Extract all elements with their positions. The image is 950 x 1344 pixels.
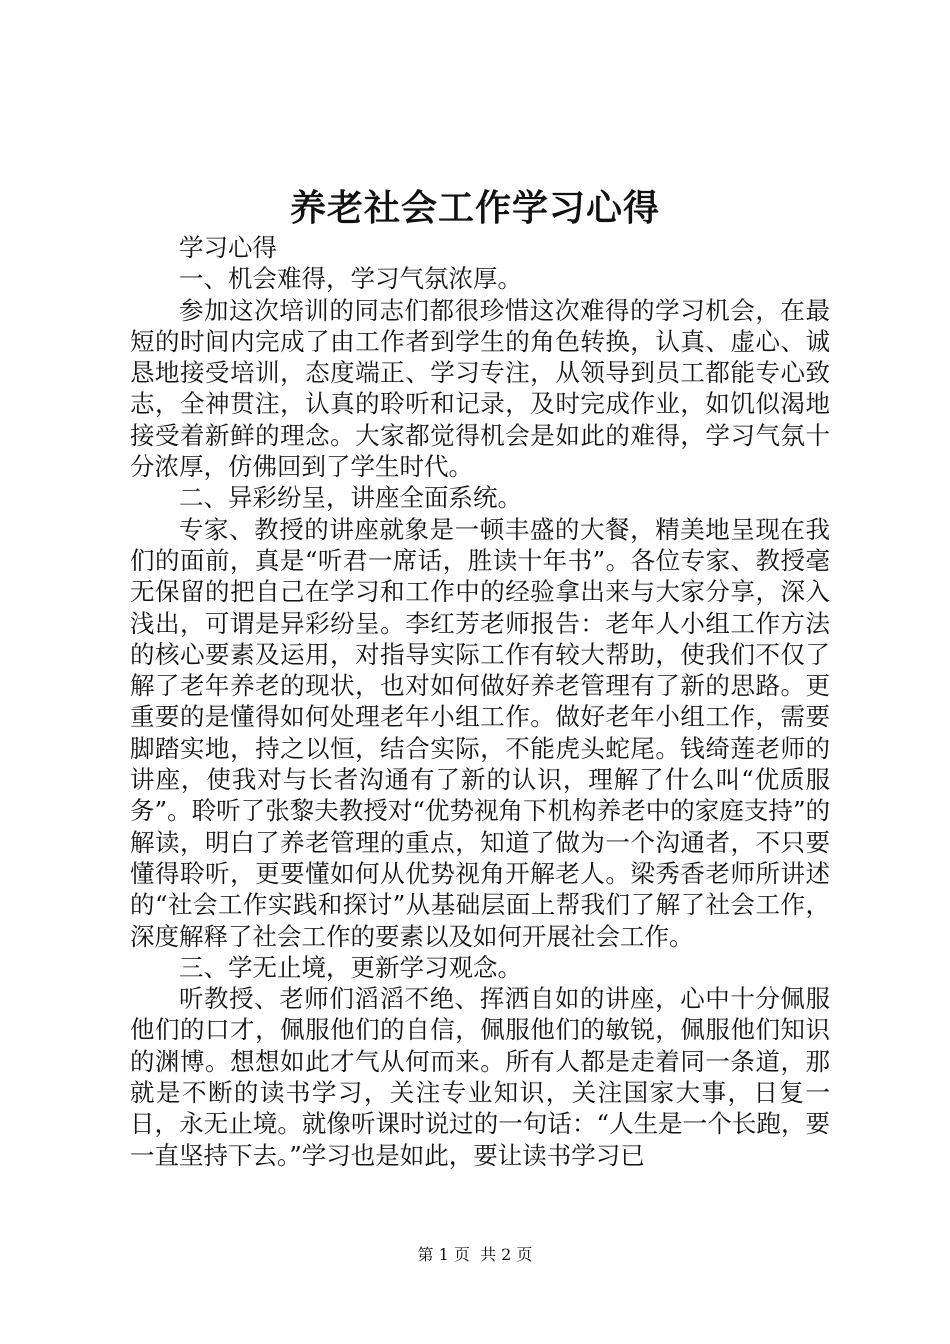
- section-heading-3: 三、学无止境，更新学习观念。: [179, 952, 522, 982]
- section-heading-2: 二、异彩纷呈，讲座全面系统。: [179, 483, 522, 513]
- paragraph-heading: 学习心得: [179, 233, 277, 262]
- page-number-label: 第 1 页 共 2 页: [417, 1245, 533, 1264]
- paragraph-1: 参加这次培训的同志们都很珍惜这次难得的学习机会，在最短的时间内完成了由工作者到学生的角色转换，认真、虚心、诚恳地接受培训，态度端正、学习专注，从领导到员工都能专心致志，全神贯注，认真的聆听和记录，及时完成作业，如饥似渴地接受着新鲜的理念。大家都觉得机会是如此的难得，学习气氛十分浓厚，仿佛回到了学生时代。: [130, 295, 830, 482]
- document-title: 养老社会工作学习心得: [289, 187, 660, 229]
- section-heading-1: 一、机会难得，学习气氛浓厚。: [179, 264, 522, 294]
- paragraph-3: 听教授、老师们滔滔不绝、挥洒自如的讲座，心中十分佩服他们的口才，佩服他们的自信，佩服他们的敏锐，佩服他们知识的渊博。想想如此才气从何而来。所有人都是走着同一条道，那就是不断的读书学习，关注专业知识，关注国家大事，日复一日，永无止境。就像听课时说过的一句话：“人生是一个长跑，要一直坚持下去。”学习也是如此，要让读书学习已: [130, 984, 830, 1170]
- document-body: [130, 232, 830, 1171]
- page-footer: [0, 1243, 950, 1267]
- paragraph-2: 专家、教授的讲座就象是一顿丰盛的大餐，精美地呈现在我们的面前，真是“听君一席话，胜读十年书”。各位专家、教授毫无保留的把自己在学习和工作中的经验拿出来与大家分享，深入浅出，可谓是异彩纷呈。李红芳老师报告：老年人小组工作方法的核心要素及运用，对指导实际工作有较大帮助，使我们不仅了解了老年养老的现状，也对如何做好养老管理有了新的思路。更重要的是懂得如何处理老年小组工作。做好老年小组工作，需要脚踏实地，持之以恒，结合实际，不能虎头蛇尾。钱绮莲老师的讲座，使我对与长者沟通有了新的认识，理解了什么叫“优质服务”。聆听了张黎夫教授对“优势视角下机构养老中的家庭支持”的解读，明白了养老管理的重点，知道了做为一个沟通者，不只要懂得聆听，更要懂如何从优势视角开解老人。梁秀香老师所讲述的“社会工作实践和探讨”从基础层面上帮我们了解了社会工作，深度解释了社会工作的要素以及如何开展社会工作。: [130, 514, 830, 951]
